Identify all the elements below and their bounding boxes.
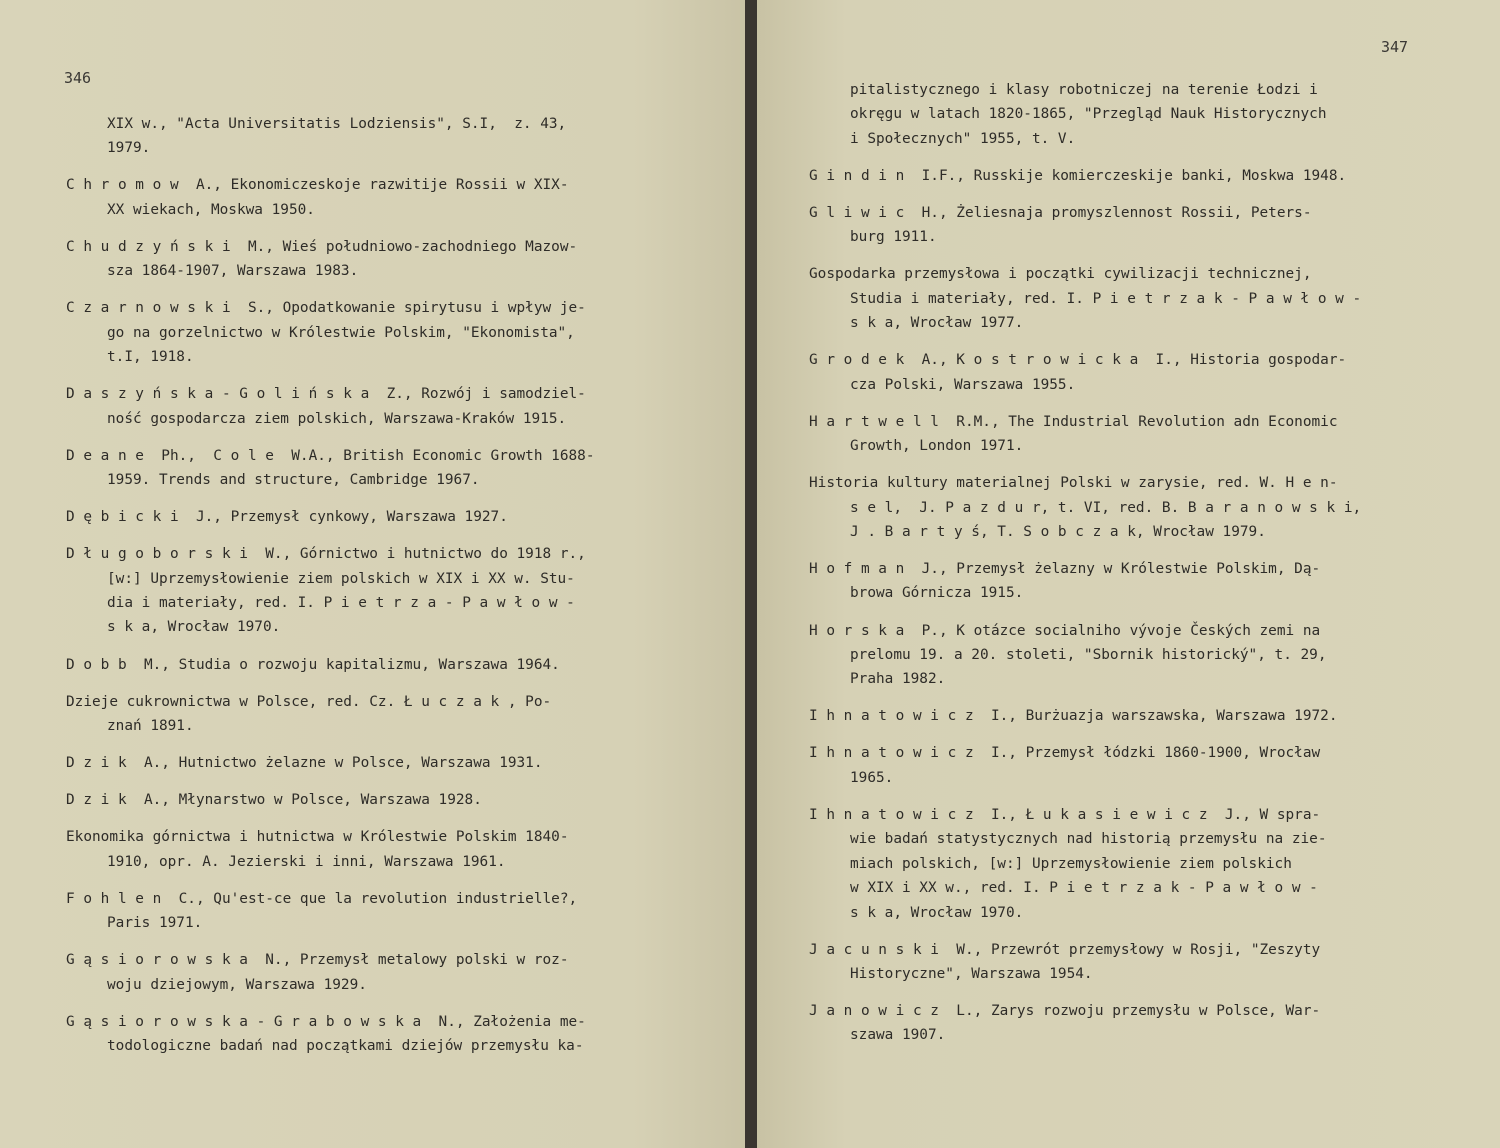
- entry-first-line: J a n o w i c z L., Zarys rozwoju przemysłu w Polsce, War-: [809, 1003, 1321, 1020]
- entry-continuation-line: [w:] Uprzemysłowienie ziem polskich w XIX i XX w. Stu-: [107, 570, 575, 587]
- bibliography-entry: [809, 348, 1449, 397]
- bibliography-entry: [66, 505, 686, 529]
- entry-first-line: G r o d e k A., K o s t r o w i c k a I., Historia gospodar-: [809, 352, 1347, 369]
- left-page: [0, 0, 745, 1148]
- bibliography-entry: [66, 887, 686, 936]
- bibliography-entry: [809, 704, 1449, 728]
- bibliography-entry: [66, 751, 686, 775]
- entry-first-line: J a c u n s k i W., Przewrót przemysłowy w Rosji, "Zeszyty: [809, 941, 1321, 958]
- entry-first-line: Gospodarka przemysłowa i początki cywilizacji technicznej,: [809, 266, 1312, 283]
- entry-first-line: D a s z y ń s k a - G o l i ń s k a Z., Rozwój i samodziel-: [66, 386, 586, 403]
- entry-continuation-line: i Społecznych" 1955, t. V.: [850, 130, 1076, 147]
- entry-first-line: D z i k A., Młynarstwo w Polsce, Warszawa 1928.: [66, 792, 482, 809]
- right-page: [757, 0, 1500, 1148]
- entry-continuation-line: znań 1891.: [107, 718, 194, 734]
- bibliography-entry: [66, 542, 686, 640]
- entry-continuation-line: cza Polski, Warszawa 1955.: [850, 376, 1076, 393]
- entry-continuation-line: Studia i materiały, red. I. P i e t r z a k - P a w ł o w -: [850, 290, 1362, 307]
- entry-continuation-line: J . B a r t y ś, T. S o b c z a k, Wrocław 1979.: [850, 523, 1266, 540]
- entry-first-line: F o h l e n C., Qu'est-ce que la revolution industrielle?,: [66, 890, 578, 907]
- bibliography-entry: [809, 938, 1449, 987]
- bibliography-entry: [809, 262, 1449, 335]
- entry-continuation-line: Praha 1982.: [850, 671, 946, 688]
- page-number: 347: [1381, 38, 1409, 56]
- bibliography-entry: [809, 803, 1449, 925]
- bibliography-entry: [66, 444, 686, 493]
- bibliography-entry: [809, 410, 1449, 459]
- bibliography-entry: [809, 999, 1449, 1048]
- entry-continuation-line: s e l, J. P a z d u r, t. VI, red. B. B a r a n o w s k i,: [850, 499, 1362, 516]
- entry-continuation-line: sza 1864-1907, Warszawa 1983.: [107, 263, 359, 280]
- bibliography-list: [66, 112, 686, 1071]
- bibliography-entry: [66, 825, 686, 874]
- entry-continuation-line: dia i materiały, red. I. P i e t r z a - P a w ł o w -: [107, 595, 575, 612]
- bibliography-entry: [66, 1010, 686, 1059]
- entry-continuation-line: 1965.: [850, 769, 894, 786]
- bibliography-entry: [66, 112, 686, 161]
- entry-continuation-line: 1910, opr. A. Jezierski i inni, Warszawa 1961.: [107, 853, 506, 870]
- bibliography-entry: [66, 690, 686, 739]
- bibliography-entry: [66, 296, 686, 369]
- entry-continuation-line: s k a, Wrocław 1970.: [107, 619, 281, 636]
- entry-first-line: Ekonomika górnictwa i hutnictwa w Królestwie Polskim 1840-: [66, 829, 569, 846]
- entry-continuation-line: todologiczne badań nad początkami dziejów przemysłu ka-: [107, 1038, 584, 1055]
- entry-continuation-line: ność gospodarcza ziem polskich, Warszawa-Kraków 1915.: [107, 410, 567, 427]
- entry-continuation-line: Paris 1971.: [107, 915, 203, 932]
- entry-continuation-line: Historyczne", Warszawa 1954.: [850, 965, 1093, 982]
- entry-first-line: G l i w i c H., Żeliesnaja promyszlennost Rossii, Peters-: [809, 204, 1312, 221]
- entry-continuation-line: 1979.: [107, 140, 151, 157]
- entry-first-line: Dzieje cukrownictwa w Polsce, red. Cz. Ł u c z a k , Po-: [66, 693, 552, 710]
- entry-first-line: D ę b i c k i J., Przemysł cynkowy, Warszawa 1927.: [66, 509, 508, 526]
- entry-first-line: I h n a t o w i c z I., Przemysł łódzki 1860-1900, Wrocław: [809, 745, 1321, 762]
- entry-continuation-line: Growth, London 1971.: [850, 438, 1024, 455]
- bibliography-list: [809, 78, 1449, 1061]
- entry-continuation-line: w XIX i XX w., red. I. P i e t r z a k - P a w ł o w -: [850, 880, 1318, 897]
- entry-continuation-line: wie badań statystycznych nad historią przemysłu na zie-: [850, 831, 1327, 848]
- bibliography-entry: [66, 948, 686, 997]
- entry-first-line: C h r o m o w A., Ekonomiczeskoje razwitije Rossii w XIX-: [66, 177, 569, 194]
- entry-first-line: C h u d z y ń s k i M., Wieś południowo-zachodniego Mazow-: [66, 238, 578, 255]
- bibliography-entry: [809, 201, 1449, 250]
- book-gutter: [745, 0, 757, 1148]
- entry-first-line: D z i k A., Hutnictwo żelazne w Polsce, Warszawa 1931.: [66, 755, 543, 772]
- entry-first-line: I h n a t o w i c z I., Ł u k a s i e w i c z J., W spra-: [809, 806, 1321, 823]
- entry-continuation-line: woju dziejowym, Warszawa 1929.: [107, 976, 367, 993]
- entry-first-line: Historia kultury materialnej Polski w zarysie, red. W. H e n-: [809, 475, 1338, 492]
- entry-continuation-line: miach polskich, [w:] Uprzemysłowienie ziem polskich: [850, 855, 1292, 872]
- entry-first-line: H o r s k a P., K otázce socialniho vývoje Českých zemi na: [809, 622, 1321, 639]
- bibliography-entry: [809, 557, 1449, 606]
- entry-first-line: XIX w., "Acta Universitatis Lodziensis", S.I, z. 43,: [107, 116, 567, 132]
- entry-first-line: C z a r n o w s k i S., Opodatkowanie spirytusu i wpływ je-: [66, 300, 586, 317]
- bibliography-entry: [66, 653, 686, 677]
- entry-continuation-line: szawa 1907.: [850, 1027, 946, 1044]
- bibliography-entry: [66, 788, 686, 812]
- bibliography-entry: [809, 164, 1449, 188]
- entry-first-line: I h n a t o w i c z I., Burżuazja warszawska, Warszawa 1972.: [809, 708, 1338, 725]
- entry-continuation-line: 1959. Trends and structure, Cambridge 1967.: [107, 472, 480, 489]
- entry-continuation-line: browa Górnicza 1915.: [850, 585, 1024, 602]
- entry-continuation-line: burg 1911.: [850, 229, 937, 246]
- entry-first-line: G i n d i n I.F., Russkije komierczeskije banki, Moskwa 1948.: [809, 167, 1347, 184]
- bibliography-entry: [66, 235, 686, 284]
- entry-first-line: D o b b M., Studia o rozwoju kapitalizmu, Warszawa 1964.: [66, 656, 560, 673]
- bibliography-entry: [66, 173, 686, 222]
- bibliography-entry: [809, 78, 1449, 151]
- entry-first-line: D ł u g o b o r s k i W., Górnictwo i hutnictwo do 1918 r.,: [66, 546, 586, 563]
- entry-continuation-line: XX wiekach, Moskwa 1950.: [107, 201, 315, 218]
- entry-continuation-line: okręgu w latach 1820-1865, "Przegląd Nauk Historycznych: [850, 106, 1327, 123]
- entry-continuation-line: go na gorzelnictwo w Królestwie Polskim, "Ekonomista",: [107, 324, 575, 341]
- page-number: 346: [64, 69, 92, 87]
- entry-first-line: D e a n e Ph., C o l e W.A., British Economic Growth 1688-: [66, 447, 595, 464]
- entry-continuation-line: t.I, 1918.: [107, 349, 194, 366]
- entry-first-line: H a r t w e l l R.M., The Industrial Revolution adn Economic: [809, 413, 1338, 430]
- entry-first-line: pitalistycznego i klasy robotniczej na terenie Łodzi i: [850, 82, 1318, 98]
- bibliography-entry: [809, 619, 1449, 692]
- entry-first-line: G ą s i o r o w s k a N., Przemysł metalowy polski w roz-: [66, 952, 569, 969]
- entry-continuation-line: s k a, Wrocław 1977.: [850, 315, 1024, 332]
- entry-first-line: G ą s i o r o w s k a - G r a b o w s k a N., Założenia me-: [66, 1013, 586, 1030]
- bibliography-entry: [66, 382, 686, 431]
- entry-first-line: H o f m a n J., Przemysł żelazny w Królestwie Polskim, Dą-: [809, 561, 1321, 578]
- bibliography-entry: [809, 471, 1449, 544]
- bibliography-entry: [809, 741, 1449, 790]
- entry-continuation-line: s k a, Wrocław 1970.: [850, 904, 1024, 921]
- entry-continuation-line: prelomu 19. a 20. stoleti, "Sbornik historický", t. 29,: [850, 646, 1327, 663]
